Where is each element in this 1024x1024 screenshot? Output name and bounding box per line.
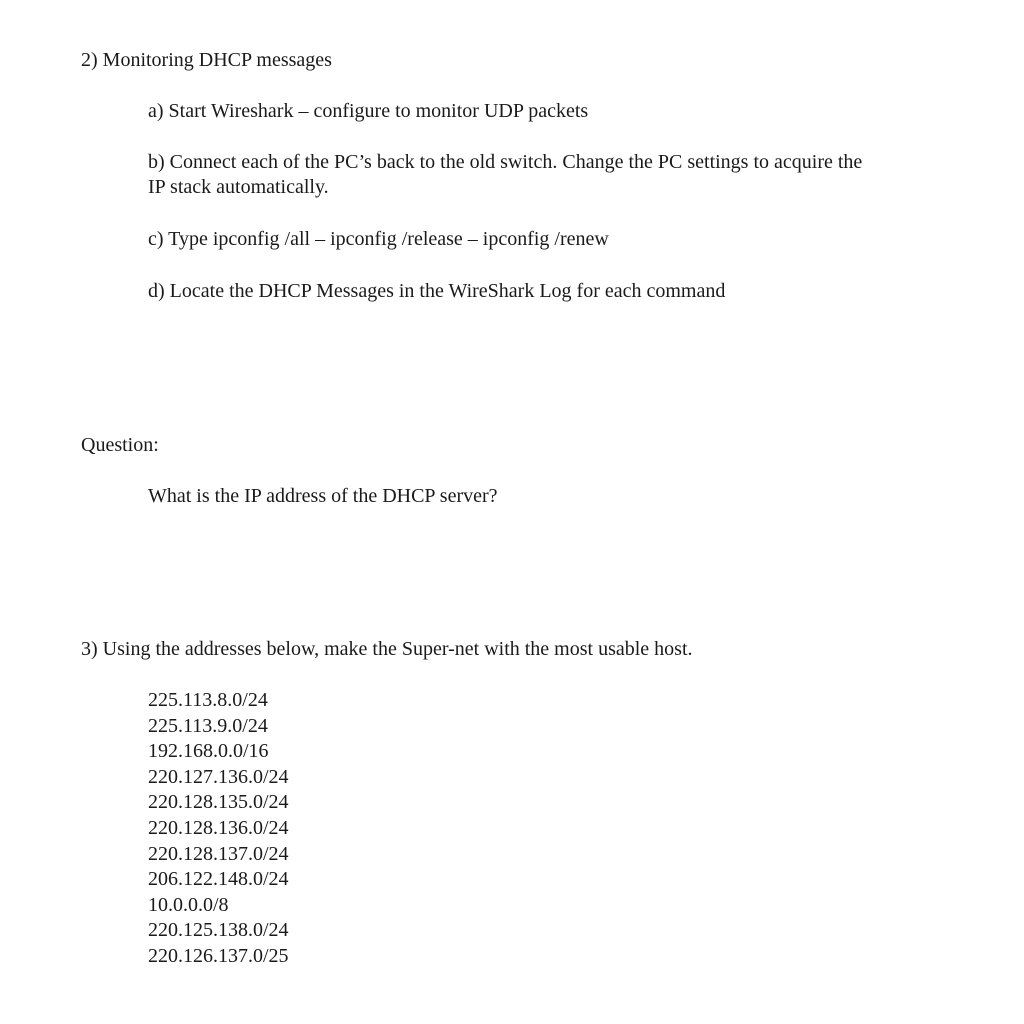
address-item: 220.126.137.0/25 bbox=[148, 944, 289, 967]
step-b-line-2: IP stack automatically. bbox=[148, 176, 329, 198]
step-a: a) Start Wireshark – configure to monitor UDP packets bbox=[148, 100, 589, 122]
address-item: 220.128.135.0/24 bbox=[148, 791, 289, 814]
question-text: What is the IP address of the DHCP server? bbox=[148, 485, 498, 507]
section-2-heading: 2) Monitoring DHCP messages bbox=[81, 49, 332, 71]
address-list bbox=[148, 688, 289, 970]
address-item: 225.113.8.0/24 bbox=[148, 689, 268, 711]
question-label: Question: bbox=[81, 434, 159, 456]
step-c: c) Type ipconfig /all – ipconfig /release – ipconfig /renew bbox=[148, 228, 609, 250]
step-d: d) Locate the DHCP Messages in the WireShark Log for each command bbox=[148, 280, 726, 302]
address-item: 220.125.138.0/24 bbox=[148, 919, 289, 942]
step-b-line-1: b) Connect each of the PC’s back to the old switch. Change the PC settings to acquire the bbox=[148, 151, 863, 173]
address-item: 10.0.0.0/8 bbox=[148, 893, 229, 916]
section-3-heading: 3) Using the addresses below, make the Super-net with the most usable host. bbox=[81, 638, 693, 660]
address-item: 206.122.148.0/24 bbox=[148, 868, 289, 891]
address-item: 192.168.0.0/16 bbox=[148, 740, 269, 763]
address-item: 220.128.136.0/24 bbox=[148, 816, 289, 839]
address-item: 220.128.137.0/24 bbox=[148, 842, 289, 865]
address-item: 225.113.9.0/24 bbox=[148, 714, 268, 737]
address-item: 220.127.136.0/24 bbox=[148, 765, 289, 788]
